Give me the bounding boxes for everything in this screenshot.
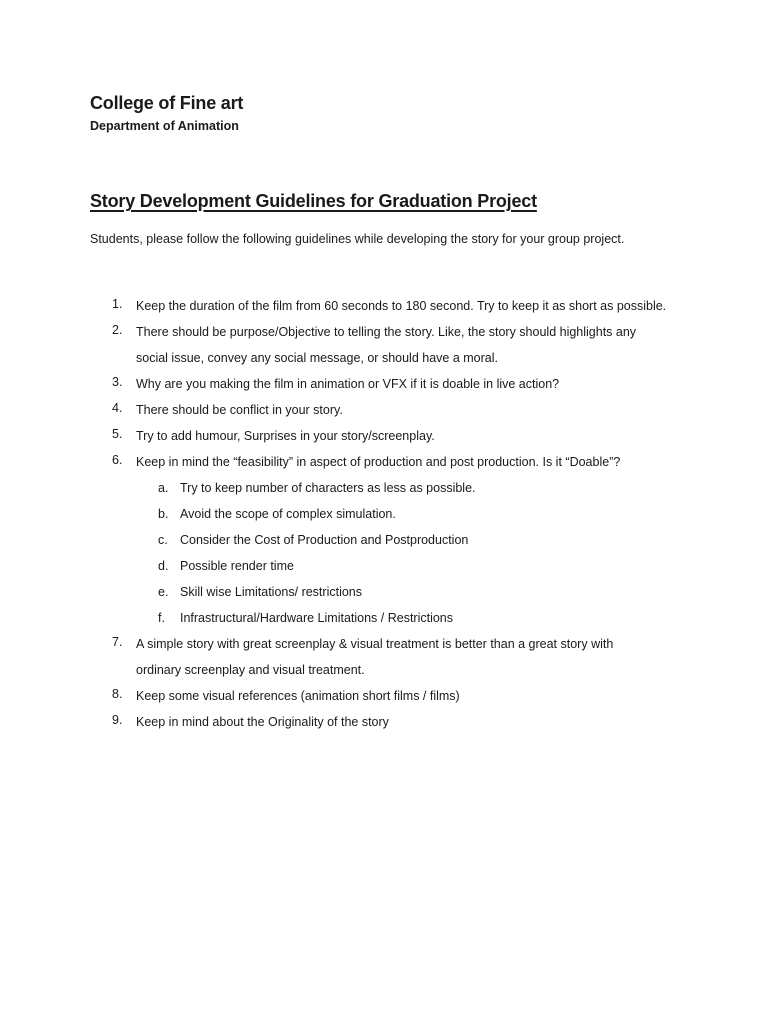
sub-guideline-item xyxy=(90,505,690,531)
sub-guideline-letter: e. xyxy=(158,585,169,599)
sub-guideline-item xyxy=(90,531,690,557)
sub-guideline-list xyxy=(90,479,690,635)
department-name: Department of Animation xyxy=(90,119,239,133)
sub-guideline-text: Avoid the scope of complex simulation. xyxy=(180,507,396,521)
guideline-text: There should be purpose/Objective to telling the story. Like, the story should highlights any xyxy=(136,325,637,339)
guideline-number: 5. xyxy=(112,427,123,441)
guideline-item xyxy=(90,297,690,323)
guideline-text: There should be conflict in your story. xyxy=(136,403,343,417)
guideline-number: 4. xyxy=(112,401,123,415)
sub-guideline-letter: b. xyxy=(158,507,169,521)
sub-guideline-text: Possible render time xyxy=(180,559,294,573)
sub-guideline-item xyxy=(90,609,690,635)
guideline-text: A simple story with great screenplay & visual treatment is better than a great story with xyxy=(136,637,614,651)
intro-paragraph: Students, please follow the following guidelines while developing the story for your group project. xyxy=(90,232,625,246)
guideline-number: 9. xyxy=(112,713,123,727)
guideline-list xyxy=(90,297,690,739)
sub-guideline-letter: a. xyxy=(158,481,169,495)
document-title: Story Development Guidelines for Graduation Project xyxy=(90,191,537,211)
guideline-text: Keep some visual references (animation short films / films) xyxy=(136,689,460,703)
sub-guideline-text: Skill wise Limitations/ restrictions xyxy=(180,585,362,599)
guideline-number: 6. xyxy=(112,453,123,467)
guideline-number: 3. xyxy=(112,375,123,389)
sub-guideline-letter: f. xyxy=(158,611,165,625)
guideline-number: 8. xyxy=(112,687,123,701)
sub-guideline-item xyxy=(90,557,690,583)
college-name: College of Fine art xyxy=(90,93,244,113)
guideline-text: Keep the duration of the film from 60 seconds to 180 second. Try to keep it as short as possible. xyxy=(136,299,667,313)
sub-guideline-item xyxy=(90,583,690,609)
guideline-text: social issue, convey any social message, or should have a moral. xyxy=(136,351,498,365)
sub-guideline-item xyxy=(90,479,690,505)
guideline-text: Keep in mind about the Originality of the story xyxy=(136,715,389,729)
guideline-number: 1. xyxy=(112,297,123,311)
guideline-text: Keep in mind the “feasibility” in aspect of production and post production. Is it “Doable”? xyxy=(136,455,621,469)
guideline-item xyxy=(90,713,690,739)
sub-guideline-text: Consider the Cost of Production and Postproduction xyxy=(180,533,469,547)
guideline-number: 7. xyxy=(112,635,123,649)
sub-guideline-text: Try to keep number of characters as less as possible. xyxy=(180,481,476,495)
guideline-item xyxy=(90,687,690,713)
guideline-item xyxy=(90,635,690,687)
guideline-item xyxy=(90,453,690,635)
sub-guideline-text: Infrastructural/Hardware Limitations / Restrictions xyxy=(180,611,454,625)
guideline-item xyxy=(90,375,690,401)
guideline-text: ordinary screenplay and visual treatment. xyxy=(136,663,365,677)
guideline-text: Why are you making the film in animation or VFX if it is doable in live action? xyxy=(136,377,560,391)
guideline-item xyxy=(90,323,690,375)
guideline-text: Try to add humour, Surprises in your story/screenplay. xyxy=(136,429,435,443)
guideline-item xyxy=(90,427,690,453)
guideline-number: 2. xyxy=(112,323,123,337)
sub-guideline-letter: d. xyxy=(158,559,169,573)
guideline-item xyxy=(90,401,690,427)
sub-guideline-letter: c. xyxy=(158,533,168,547)
